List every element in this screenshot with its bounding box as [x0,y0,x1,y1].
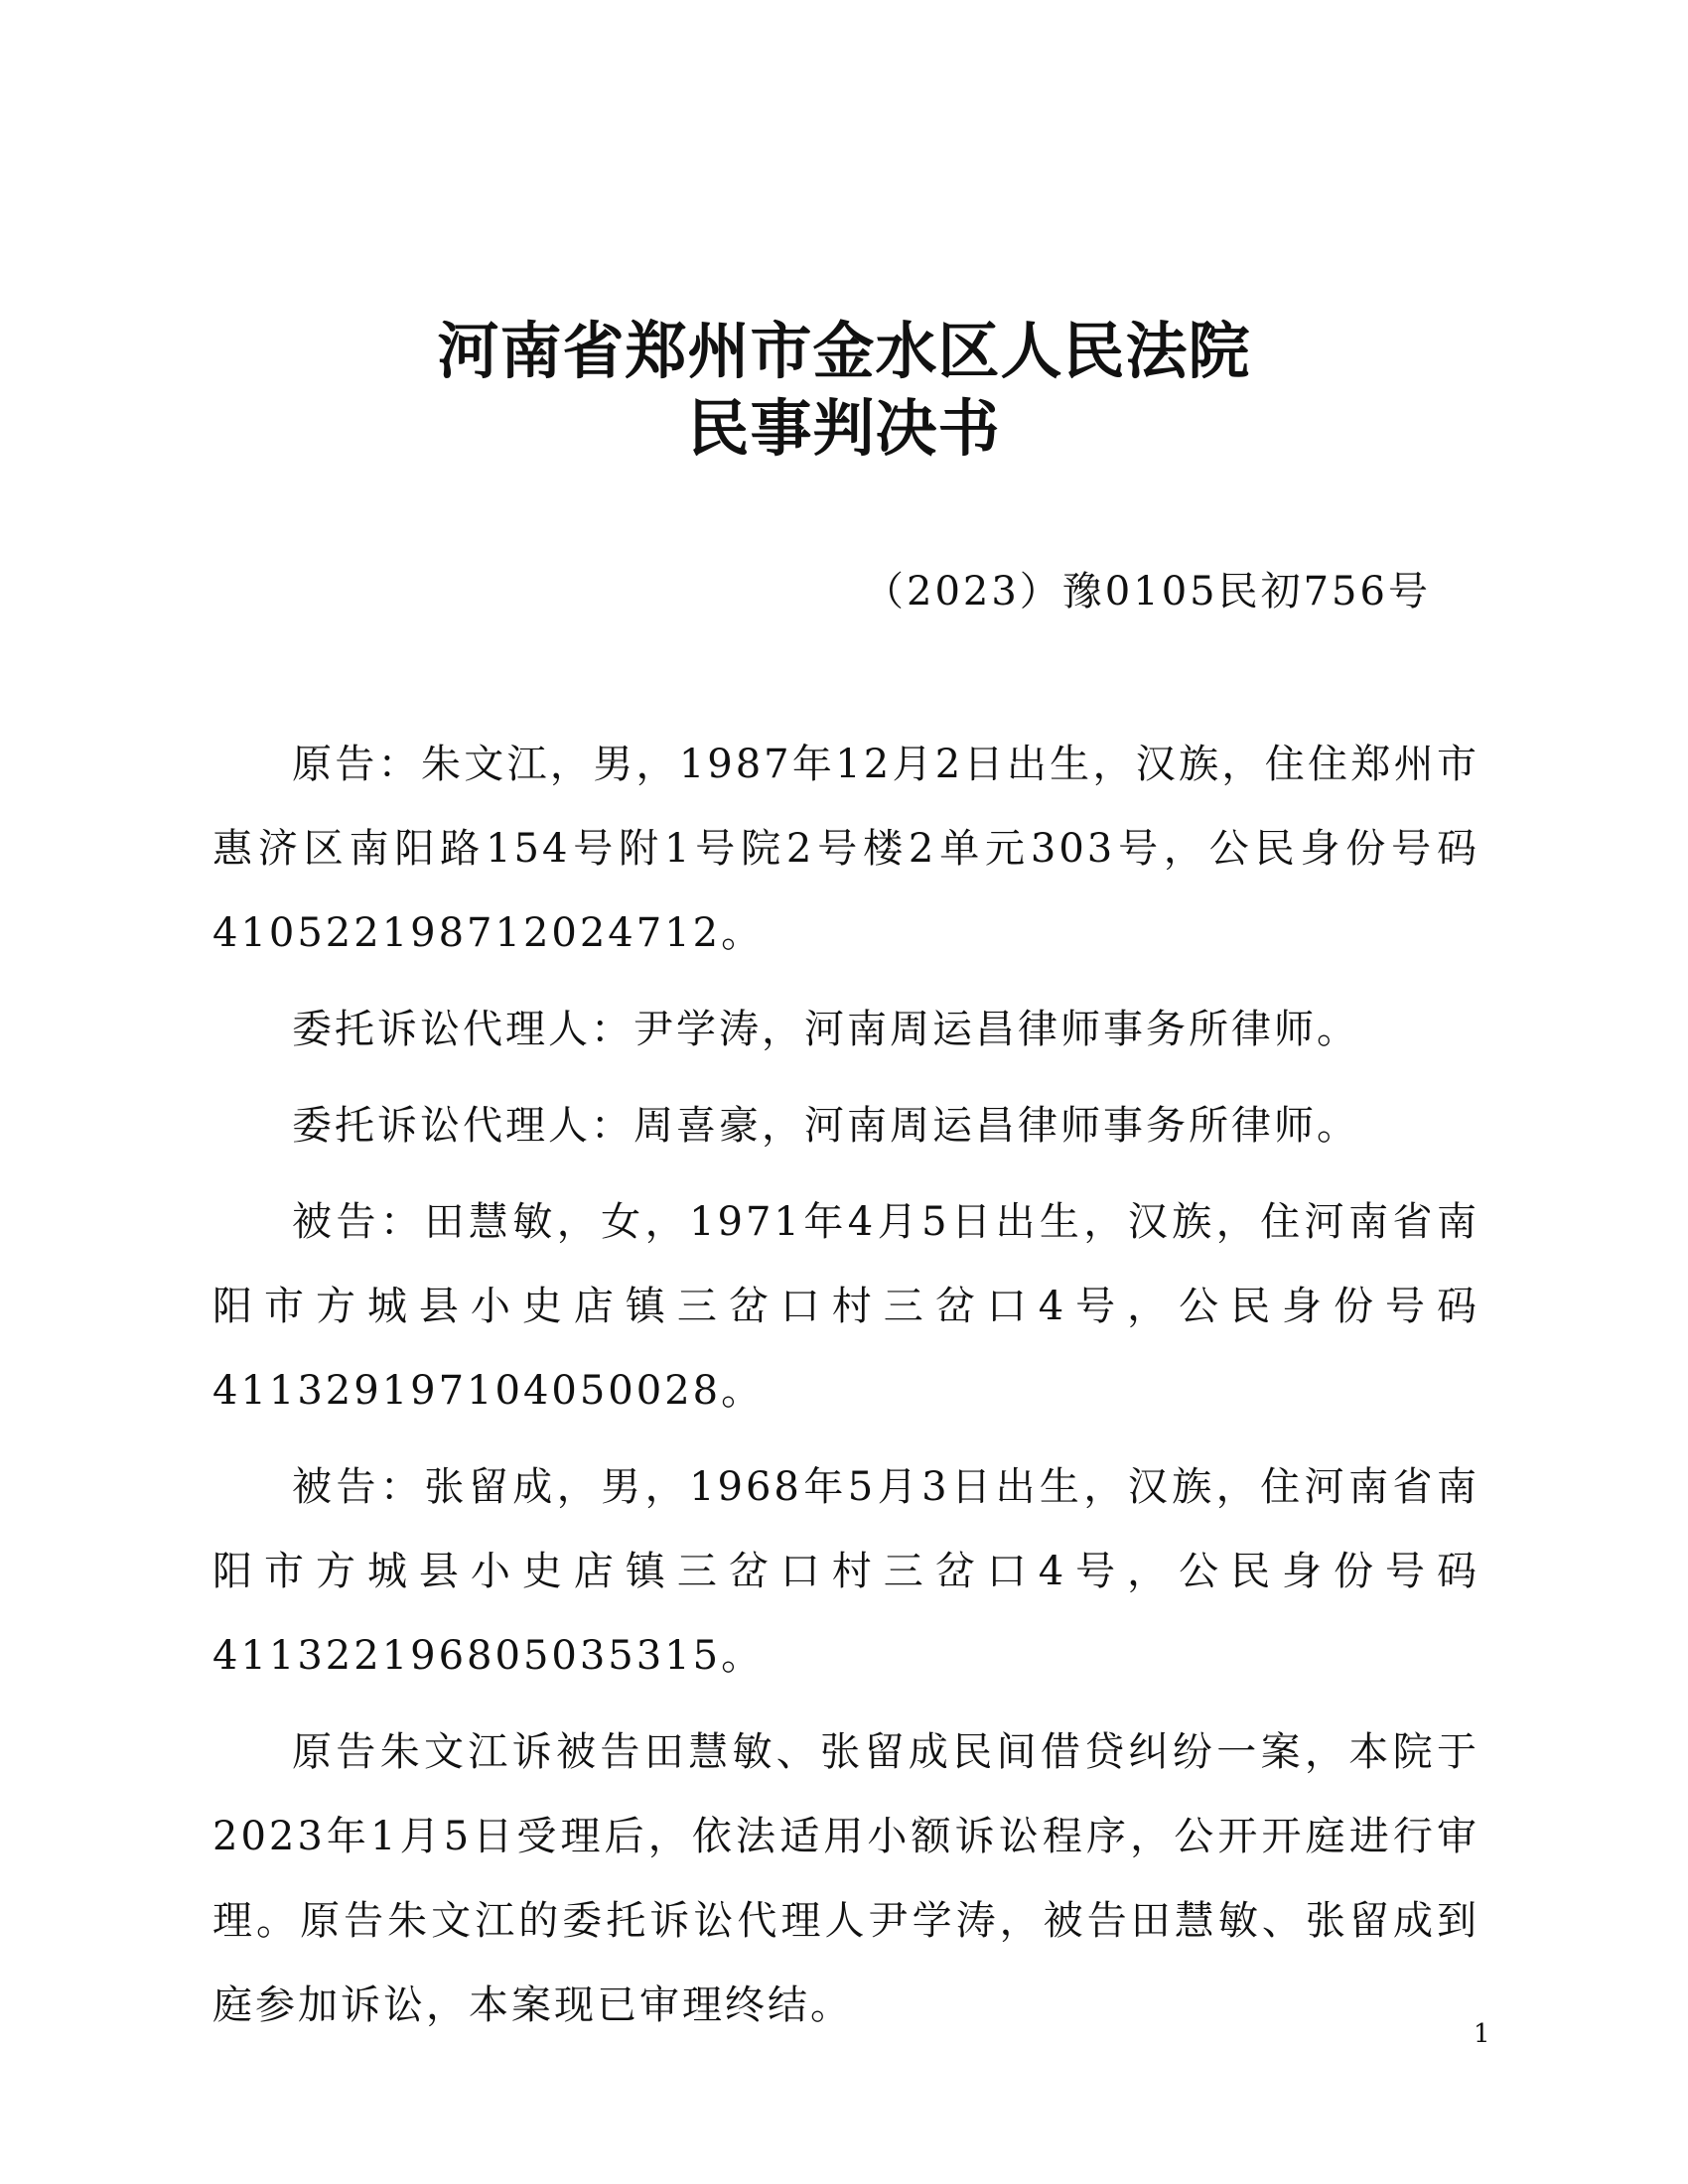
plaintiff-paragraph: 原告：朱文江，男，1987年12月2日出生，汉族，住住郑州市惠济区南阳路154号附1号院2号楼2单元303号，公民身份号码410522198712024712。 [212,742,1479,956]
court-name-heading: 河南省郑州市金水区人民法院 [437,315,1251,387]
case-summary-paragraph: 原告朱文江诉被告田慧敏、张留成民间借贷纠纷一案，本院于2023年1月5日受理后，依法适用小额诉讼程序，公开开庭进行审理。原告朱文江的委托诉讼代理人尹学涛，被告田慧敏、张留成到庭参加诉讼，本案现已审理终结。 [212,1729,1479,2028]
defendant-paragraph-1: 被告：田慧敏，女，1971年4月5日出生，汉族，住河南省南阳市方城县小史店镇三岔口村三岔口4号，公民身份号码411329197104050028。 [212,1199,1479,1414]
agent-paragraph-2: 委托诉讼代理人：周喜豪，河南周运昌律师事务所律师。 [292,1103,1359,1149]
agent-paragraph-1: 委托诉讼代理人：尹学涛，河南周运昌律师事务所律师。 [292,1007,1359,1052]
page-number: 1 [1474,2019,1490,2049]
defendant-paragraph-2: 被告：张留成，男，1968年5月3日出生，汉族，住河南省南阳市方城县小史店镇三岔口村三岔口4号，公民身份号码411322196805035315。 [212,1464,1479,1679]
judgment-body [212,723,1479,2060]
case-number: （2023）豫0105民初756号 [864,569,1431,614]
document-type-heading: 民事判决书 [687,392,1001,465]
